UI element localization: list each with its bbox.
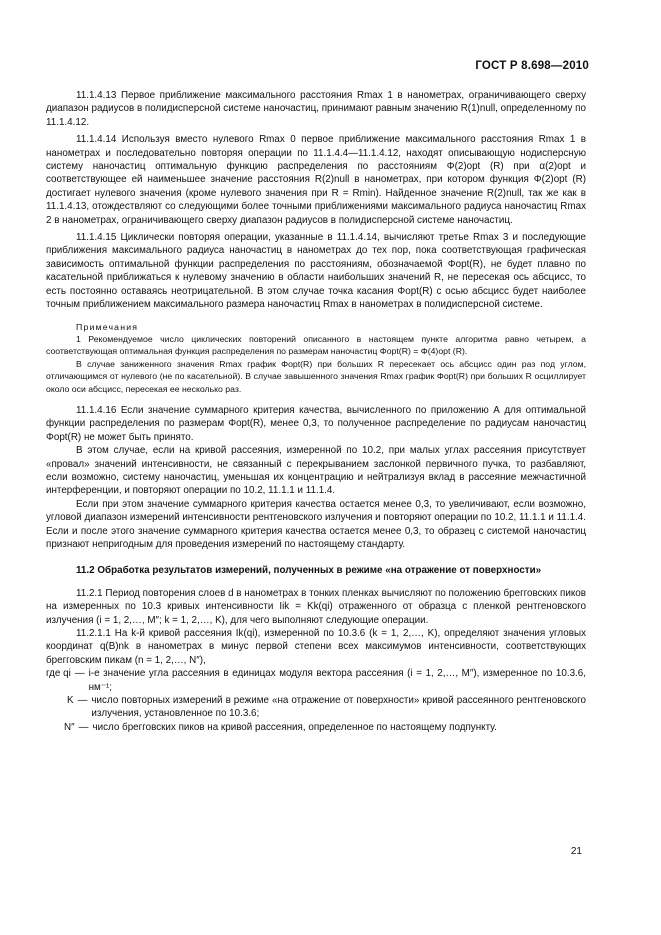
paragraph-11-1-4-16: 11.1.4.16 Если значение суммарного критерия качества, вычисленного по приложению А для оптимальной функции распределения по размерам Φopt(R), менее 0,3, то полученное распределение по радиусам наночастиц Φopt(R) не может быть принято. [46,404,586,443]
page-number: 21 [570,846,582,857]
where-item-k [46,694,586,721]
section-heading-11-2: 11.2 Обработка результатов измерений, полученных в режиме «на отражение от поверхности» [76,565,542,577]
paragraph-11-2-1: 11.2.1 Период повторения слоев d в нанометрах в тонких пленках вычисляют по положению брегговских пиков на измеренных по 10.3 кривых интенсивности Iik = Kk(qi) отраженного от образца с пленкой рентгеновского излучения (i = 1, 2,…, M″; k = 1, 2,…, K), для чего выполняют следующие операции. [46,587,586,626]
document-body [46,89,586,734]
where-def-k: число повторных измерений в режиме «на отражение от поверхности» кривой рассеянного рентгеновского излучения, установленное по 10.3.6; [91,695,586,720]
paragraph-11-2-1-1: 11.2.1.1 На k-й кривой рассеяния Ik(qi), измеренной по 10.3.6 (k = 1, 2,…, K), определяют значения угловых координат q(B)nk в нанометрах в минус первой степени всех максимумов интенсивности, соответствующих брегговским пикам (n = 1, 2,…, N″), [46,628,586,666]
where-def-qi: i-е значение угла рассеяния в единицах модуля вектора рассеяния (i = 1, 2,…, M″), измеренное по 10.3.6, нм⁻¹; [88,668,586,693]
notes-title: Примечания [76,321,139,332]
document-header: ГОСТ Р 8.698—2010 [475,60,589,72]
where-term-k: K [67,695,74,707]
paragraph-case-1: В этом случае, если на кривой рассеяния, измеренной по 10.2, при малых углах рассеяния присутствует «провал» значений интенсивности, не связанный с перекрыванием заслонкой первичного пучка, то разбавляют, если возможно, систему наночастиц, уменьшая их концентрацию и нейтрализуя вклад в рассеяние межчастичной интерференции, и повторяют операции по 10.2, 11.1.1 и 11.1.4. [46,445,586,497]
where-dash: — [77,695,88,707]
paragraph-11-1-4-15: 11.1.4.15 Циклически повторяя операции, указанные в 11.1.4.14, вычисляют третье Rmax 3 и последующие приближения максимального радиуса наночастиц в нанометрах до тех пор, пока соответствующая графическая зависимость оптимальной функции распределения по расстояниям, обозначаемой Φopt(R), не будет плавно по касательной приближаться к нулевому значению в области наибольших значений R, не пересекая ось абсциcc, то есть постоянно оставаясь неотрицательной. В этом случае точка касания Φopt(R) с осью абсцисс будет наиболее точным приближением максимального размера наночастиц Rmax в нанометрах в полидисперсной системе. [46,232,586,311]
note-1: 1 Рекомендуемое число циклических повторений описанного в настоящем пункте алгоритма равно четырем, а соответствующая оптимальная функция распределения по размерам наночастиц Φopt(R) = Φ(4)opt (R). [46,333,586,357]
where-dash: — [78,721,89,733]
where-item-n [46,721,586,734]
where-term-n: N″ [64,721,75,733]
paragraph-11-1-4-13: 11.1.4.13 Первое приближение максимального расстояния Rmax 1 в нанометрах, ограничивающего сверху диапазон радиусов в полидисперсной системе наночастиц, принимают равным значению R(1)null, определенному по 11.1.4.12. [46,90,586,128]
where-dash: — [74,668,85,680]
note-2: В случае заниженного значения Rmax график Φopt(R) при больших R пересекает ось абсцисс один раз под углом, отличающимся от нулевого (не по касательной). В случае завышенного значения Rmax график Φopt(R) при больших R осциллирует около оси абсцисс, пересекая ее несколько раз. [46,358,586,394]
where-term-qi: где qi [46,668,71,680]
paragraph-11-1-4-14: 11.1.4.14 Используя вместо нулевого Rmax 0 первое приближение максимального расстояния Rmax 1 в нанометрах и последовательно повторяя операции по 11.1.4.4—11.1.4.12, находят описывающую нодисперсную систему наночастиц оптимальную функцию распределения по расстояниям Φ(2)opt (R) при α(2)opt и соответствующее ей наименьшее значение расстояния R(2)null в нанометрах, при котором функция Φ(2)opt (R) достигает нулевого значения (кроме нулевого значения при R = Rmin). Найденное значение R(2)null, так же как в 11.1.4.13, отождествляют со следующими более точными приближениями максимального радиуса наночастиц Rmax 2 в нанометрах, ограничивающего сверху диапазон радиусов в полидисперсной системе наночастиц. [46,134,586,226]
notes-block [46,321,586,395]
paragraph-case-2: Если при этом значение суммарного критерия качества остается менее 0,3, то увеличивают, если возможно, угловой диапазон измерений интенсивности рентгеновского излучения и повторяют операции по 10.2, 11.1.1 и 11.1.4. Если и после этого значение суммарного критерия качества остается менее 0,3, то образец с системой наночастиц признают непригодным для проведения измерений по настоящему стандарту. [46,498,586,550]
where-item-qi [46,667,586,694]
where-def-n: число брегговских пиков на кривой рассеяния, определенное по настоящему подпункту. [92,721,497,733]
